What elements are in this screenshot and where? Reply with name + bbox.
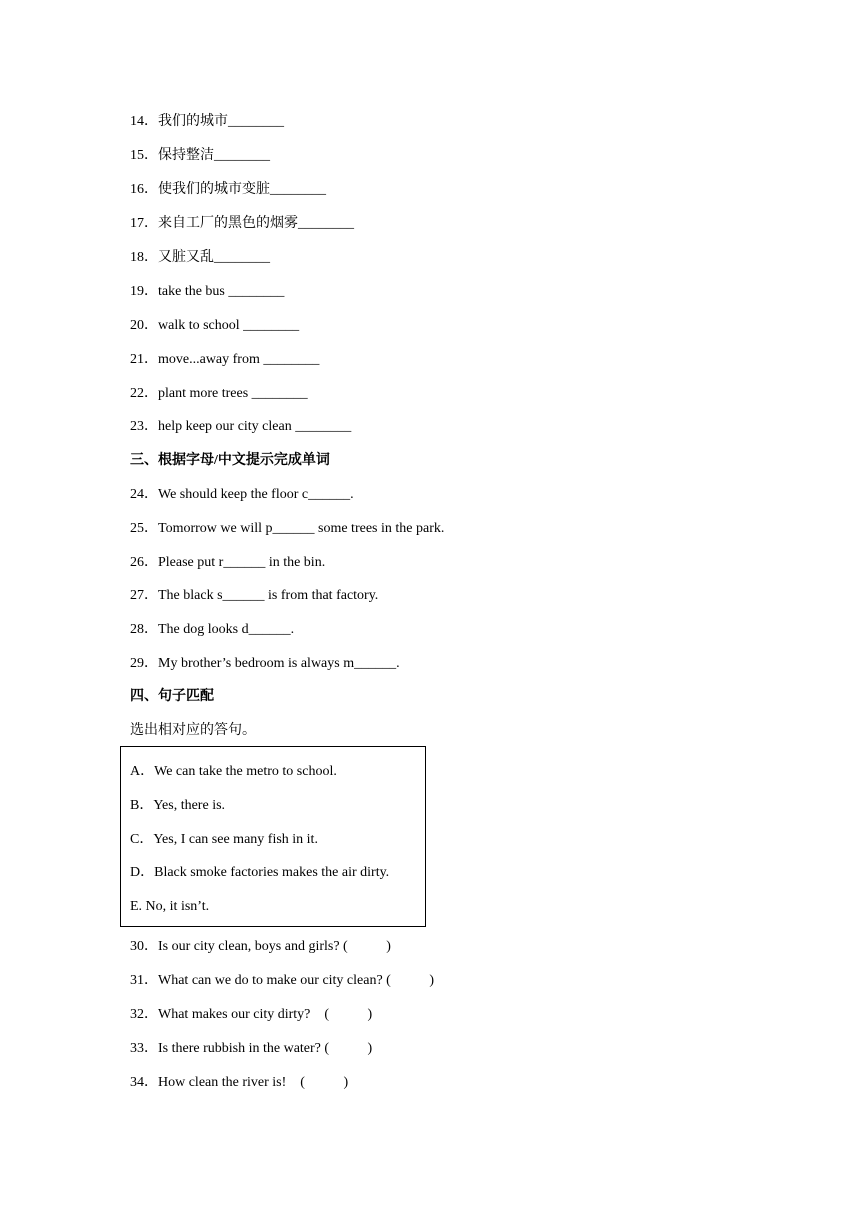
option-a: A．We can take the metro to school. (130, 764, 337, 779)
question-21: 21．move...away from ________ (130, 352, 320, 367)
section-3-title: 三、根据字母/中文提示完成单词 (130, 453, 330, 468)
question-20: 20．walk to school ________ (130, 318, 300, 333)
question-34: 34．How clean the river is! ( ) (130, 1075, 349, 1090)
option-b: B．Yes, there is. (130, 798, 226, 813)
section-4-title: 四、句子匹配 (130, 689, 214, 704)
question-29: 29．My brother’s bedroom is always m______. (130, 656, 400, 671)
question-27: 27．The black s______ is from that factory. (130, 588, 379, 603)
question-26: 26．Please put r______ in the bin. (130, 555, 326, 570)
question-14: 14．我们的城市________ (130, 114, 284, 129)
question-28: 28．The dog looks d______. (130, 622, 295, 637)
question-15: 15．保持整洁________ (130, 148, 270, 163)
question-32: 32．What makes our city dirty? ( ) (130, 1007, 373, 1022)
question-31: 31．What can we do to make our city clean? ( ) (130, 973, 435, 988)
question-19: 19．take the bus ________ (130, 284, 285, 299)
question-30: 30．Is our city clean, boys and girls? ( ) (130, 939, 391, 954)
question-17: 17．来自工厂的黑色的烟雾________ (130, 216, 354, 231)
question-24: 24．We should keep the floor c______. (130, 487, 354, 502)
option-e: E. No, it isn’t. (130, 899, 210, 914)
question-16: 16．使我们的城市变脏________ (130, 182, 326, 197)
option-c: C．Yes, I can see many fish in it. (130, 832, 318, 847)
question-25: 25．Tomorrow we will p______ some trees in the park. (130, 521, 445, 536)
question-33: 33．Is there rubbish in the water? ( ) (130, 1041, 373, 1056)
question-23: 23．help keep our city clean ________ (130, 419, 352, 434)
question-22: 22．plant more trees ________ (130, 386, 308, 401)
option-d: D．Black smoke factories makes the air dirty. (130, 865, 390, 880)
question-18: 18．又脏又乱________ (130, 250, 270, 265)
section-4-instruction: 选出相对应的答句。 (130, 723, 256, 738)
